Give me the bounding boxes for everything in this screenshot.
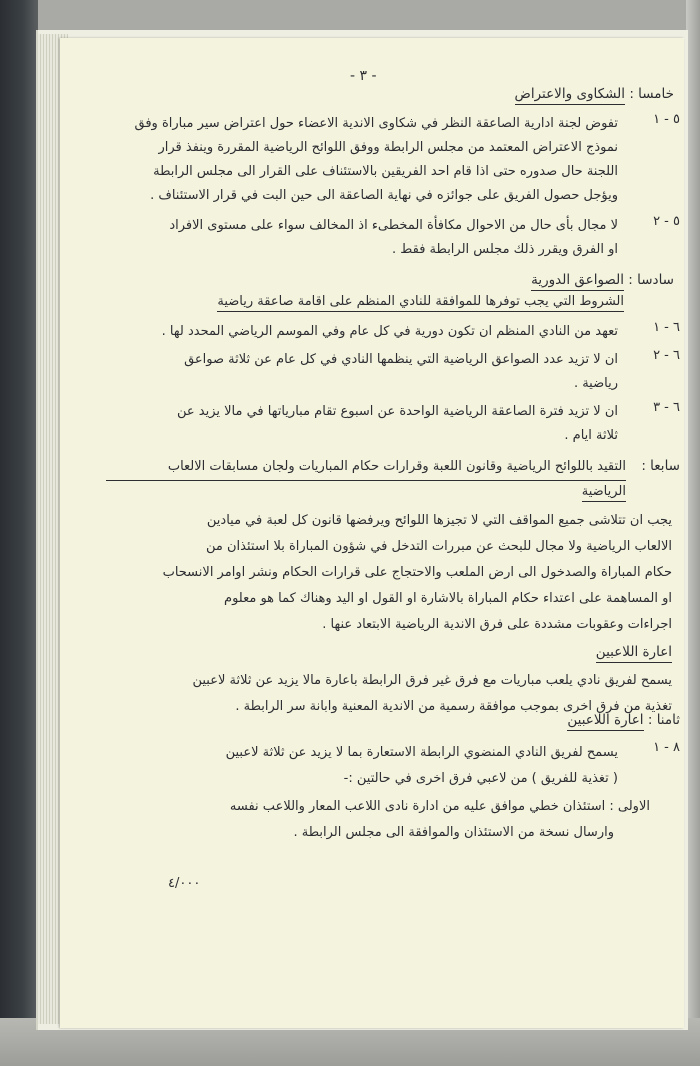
subtitle-text: الشروط التي يجب توفرها للموافقة للنادي المنظم على اقامة صاعقة رياضية	[217, 294, 624, 312]
section-7-title	[106, 456, 626, 503]
body-line: الالعاب الرياضية ولا مجال للبحث عن مبررات التدخل في شؤون المباراة بلا استئذان من	[206, 539, 672, 554]
item-8-1	[80, 740, 680, 794]
item-line: تعهد من النادي المنظم ان تكون دورية في كل عام وفي الموسم الرياضي المحدد لها .	[161, 324, 618, 339]
item-6-3	[80, 400, 680, 452]
item-number: ٥ - ٢	[653, 214, 680, 229]
section-title: الصواعق الدورية	[531, 272, 624, 291]
section-title-line: التقيد باللوائح الرياضية وقانون اللعبة وقرارات حكام المباريات ولجان مسابقات الالعاب	[106, 456, 626, 481]
item-number: ٦ - ٣	[653, 400, 680, 415]
body-line: تغذية من فرق اخرى بموجب موافقة رسمية من الاندية المعنية وابانة سر الرابطة .	[235, 699, 672, 714]
body-line: يسمح لفريق نادي يلعب مباريات مع فرق غير فرق الرابطة باعارة مالا يزيد عن ثلاثة لاعبين	[192, 673, 672, 688]
item-number: ٨ - ١	[653, 740, 680, 755]
section-title: الشكاوى والاعتراض	[515, 86, 625, 105]
item-line: ان لا تزيد فترة الصاعقة الرياضية الواحدة عن اسبوع تقام مبارياتها في مالا يزيد عن	[176, 404, 618, 419]
section-label: سادسا :	[628, 272, 674, 288]
body-line: او المساهمة على اعتداء حكام المباراة بالاشارة او القول او اليد وهناك كما هو معلوم	[224, 591, 672, 606]
section-title-line: الرياضية	[582, 484, 626, 502]
item-6-2	[80, 348, 680, 400]
item-number: ٥ - ١	[653, 112, 680, 127]
section-label: سابعا :	[641, 458, 680, 474]
item-line: يسمح لفريق النادي المنضوي الرابطة الاستعارة بما لا يزيد عن ثلاثة لاعبين	[225, 745, 618, 760]
item-number: ٦ - ٢	[653, 348, 680, 363]
section-label: خامسا :	[629, 86, 674, 102]
item-5-2	[80, 214, 680, 268]
condition-line: الاولى : استئذان خطي موافق عليه من ادارة نادى اللاعب المعار واللاعب نفسه	[229, 799, 650, 814]
section-7-body	[92, 508, 672, 638]
page-number: - ٣ -	[350, 68, 377, 84]
page-content	[80, 38, 680, 1028]
loan-heading	[596, 644, 672, 660]
item-number: ٦ - ١	[653, 320, 680, 335]
section-8-heading	[567, 712, 680, 728]
item-line: ان لا تزيد عدد الصواعق الرياضية التي ينظمها النادي في كل عام عن ثلاثة صواعق	[184, 352, 618, 367]
document-id: ٤/٠٠٠	[168, 876, 201, 891]
body-line: يجب ان تتلاشى جميع المواقف التي لا تجيزها اللوائح ويرفضها قانون كل لعبة في ميادين	[206, 513, 672, 528]
item-line: اللجنة حال صدوره حتى اذا قام احد الفريقين بالاستئناف على القرار الى مجلس الرابطة	[153, 164, 618, 179]
item-6-1	[80, 320, 680, 346]
binder-spine	[0, 0, 38, 1066]
item-line: ويؤجل حصول الفريق على جوائزه في نهاية الصاعقة الى حين البت في قرار الاستئناف .	[150, 188, 618, 203]
scan-right-edge	[686, 0, 700, 1066]
item-line: نموذج الاعتراض المعتمد من مجلس الرابطة ووفق اللوائح الرياضية المقررة وينفذ قرار	[158, 140, 618, 155]
section-5-heading	[515, 86, 674, 102]
section-title: اعارة اللاعبين	[596, 644, 672, 663]
item-line: ( تغذية للفريق ) من لاعبي فرق اخرى في حالتين :-	[343, 771, 618, 786]
item-line: ثلاثة ايام .	[564, 428, 618, 443]
body-line: حكام المباراة والصدخول الى ارض الملعب والاحتجاج على قرارات الحكام ونشر اوامر الانسحاب	[162, 565, 672, 580]
item-line: رياضية .	[573, 376, 618, 391]
item-line: تفوض لجنة ادارية الصاعقة النظر في شكاوى الاندية الاعضاء حول اعتراض سير مباراة وفق	[134, 116, 618, 131]
item-8-1-conditions	[90, 794, 650, 846]
item-line: او الفرق ويقرر ذلك مجلس الرابطة فقط .	[392, 242, 618, 257]
body-line: اجراءات وعقوبات مشددة على فرق الاندية الرياضية الابتعاد عنها .	[322, 617, 672, 632]
section-title: اعارة اللاعبين	[567, 712, 643, 731]
section-6-subtitle	[217, 294, 624, 309]
section-7-heading	[641, 458, 680, 474]
item-line: لا مجال بأى حال من الاحوال مكافأة المخطىء اذ المخالف سواء على مستوى الافراد	[169, 218, 618, 233]
section-6-heading	[531, 272, 674, 288]
section-label: ثامنا :	[647, 712, 680, 728]
item-5-1	[80, 112, 680, 222]
condition-line: وارسال نسخة من الاستئذان والموافقة الى مجلس الرابطة .	[293, 825, 614, 840]
document-page	[60, 38, 684, 1028]
